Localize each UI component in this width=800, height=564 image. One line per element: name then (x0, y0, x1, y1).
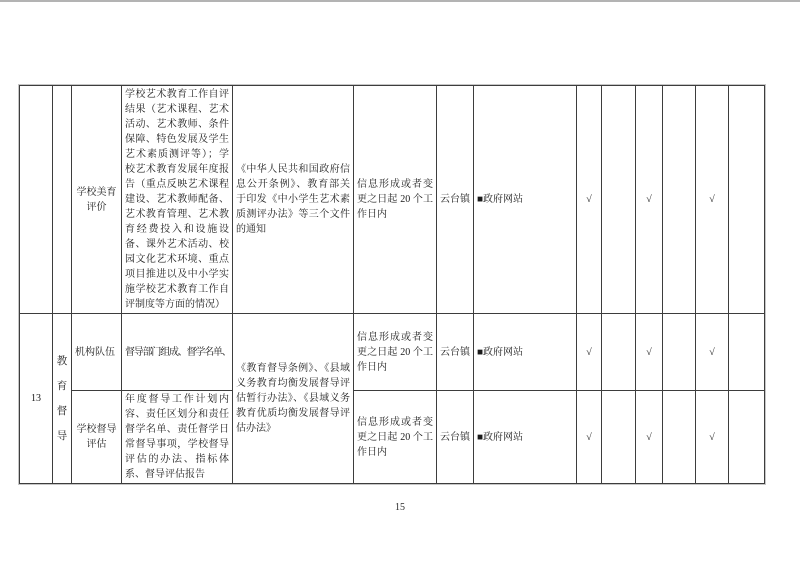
cell-legal-basis: 《教育督导条例》、《县域义务教育均衡发展督导评估暂行办法》、《县域义务教育优质均衡发展督导评估办法》 (233, 314, 354, 484)
cell-checkmark (729, 391, 765, 484)
cell-checkmark (602, 314, 636, 391)
disclosure-items-table (19, 85, 765, 484)
page-number: 15 (395, 502, 405, 513)
cell-item-number: 13 (20, 314, 53, 484)
cell-checkmark: √ (636, 314, 663, 391)
cell-checkmark: √ (696, 314, 729, 391)
cell-content-details: 年度督导工作计划内容、责任区划分和责任督学名单、责任督学日常督导事项，学校督导评估的办法、指标体系、督导评估报告 (122, 391, 233, 484)
cell-checkmark: √ (636, 391, 663, 484)
category-vertical-text: 教育督导 (56, 355, 68, 442)
cell-subcategory: 学校美育评价 (72, 86, 122, 314)
page-top-edge-line (0, 0, 800, 2)
cell-publish-channel: ■政府网站 (474, 314, 577, 391)
cell-town: 云台镇 (437, 86, 474, 314)
cell-checkmark (663, 391, 696, 484)
cell-checkmark (729, 86, 765, 314)
cell-checkmark: √ (577, 314, 602, 391)
cell-checkmark (729, 314, 765, 391)
cell-checkmark (602, 391, 636, 484)
cell-content-details: 督导部门组成、督学名单、 (122, 314, 233, 391)
cell-time-limit: 信息形成或者变更之日起 20 个工作日内 (354, 86, 437, 314)
cell-category (53, 86, 72, 314)
cell-checkmark: √ (636, 86, 663, 314)
cell-publish-channel: ■政府网站 (474, 86, 577, 314)
cell-checkmark (602, 86, 636, 314)
cell-subcategory: 学校督导评估 (72, 391, 122, 484)
cell-checkmark: √ (577, 86, 602, 314)
cell-checkmark: √ (696, 391, 729, 484)
cell-publish-channel: ■政府网站 (474, 391, 577, 484)
cell-content-details: 学校艺术教育工作自评结果（艺术课程、艺术活动、艺术教师、条件保障、特色发展及学生艺术素质测评等）；学校艺术教育发展年度报告（重点反映艺术课程建设、艺术教师配备、艺术教育管理、艺术教育经费投入和设施设备、课外艺术活动、校园文化艺术环境、重点项目推进以及中小学实施学校艺术教育工作自评制度等方面的情况） (122, 86, 233, 314)
table-row (20, 314, 765, 391)
table-row (20, 86, 765, 314)
table-row (20, 391, 765, 484)
cell-item-number (20, 86, 53, 314)
cell-checkmark: √ (577, 391, 602, 484)
cell-time-limit: 信息形成或者变更之日起 20 个工作日内 (354, 314, 437, 391)
cell-town: 云台镇 (437, 314, 474, 391)
cell-town: 云台镇 (437, 391, 474, 484)
cell-category (53, 314, 72, 484)
cell-legal-basis: 《中华人民共和国政府信息公开条例》、教育部关于印发《中小学生艺术素质测评办法》等三个文件的通知 (233, 86, 354, 314)
cell-checkmark: √ (696, 86, 729, 314)
cell-subcategory: 机构队伍 (72, 314, 122, 391)
cell-checkmark (663, 86, 696, 314)
cell-time-limit: 信息形成或者变更之日起 20 个工作日内 (354, 391, 437, 484)
cell-checkmark (663, 314, 696, 391)
